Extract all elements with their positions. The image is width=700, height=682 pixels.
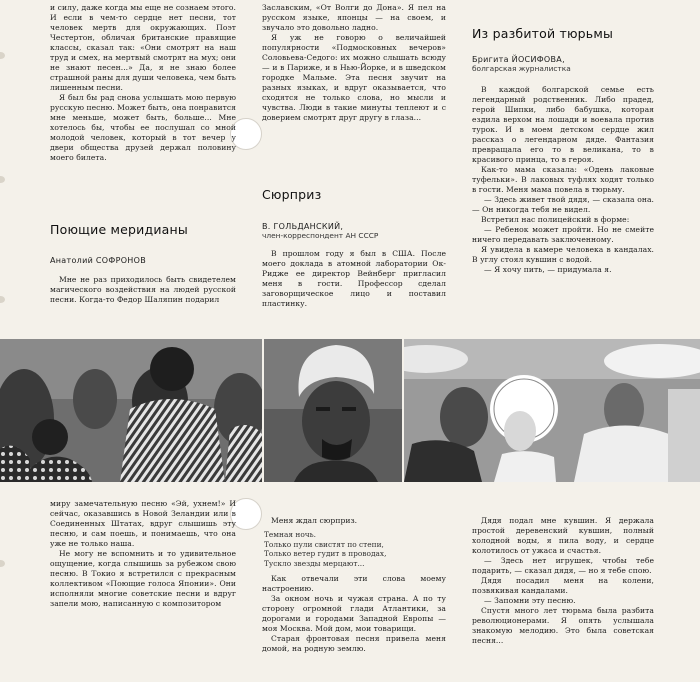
verse-line: Тускло звезды мерцают... — [264, 558, 365, 568]
text-paragraph: — Запомни эту песню. — [484, 596, 576, 606]
article-surprise — [262, 187, 446, 309]
verse-line: Только пули свистят по степи, — [264, 539, 384, 549]
text-paragraph: Заславским, «От Волги до Дона». Я пел на русском языке, японцы — на своем, и звучало это довольно ладно. — [262, 3, 446, 33]
column-2-top — [262, 3, 446, 123]
text-paragraph: Дядя посадил меня на колени, позвякивая кандалами. — [472, 576, 654, 596]
text-paragraph: — Здесь живет твой дядя, — сказала она. — Он никогда тебя не видел. — [472, 195, 654, 215]
song-verse — [262, 530, 446, 569]
photo-strip — [0, 339, 700, 482]
text-paragraph: — Я хочу пить, — придумала я. — [484, 265, 612, 275]
article-author-role: болгарская журналистка — [472, 64, 571, 73]
article-singing-meridians-continued — [50, 499, 236, 609]
text-paragraph: Я был бы рад снова услышать мою первую русскую песню. Может быть, она понравится мне меньше, может быть, больше... Мне хотелось бы, чтобы ее послушал со мной молодой человек, который в тот вечер у двери общества друзей держал половину моего билета. — [50, 93, 236, 163]
article-author: В. ГОЛЬДАНСКИЙ, — [262, 222, 344, 231]
text-paragraph: — Ребенок может пройти. Но не смейте ничего передавать заключенному. — [472, 225, 654, 245]
text-paragraph: Как отвечали эти слова моему настроению. — [262, 573, 446, 593]
binding-hole — [0, 52, 5, 59]
text-paragraph: миру замечательную песню «Эй, ухнем!» И сейчас, оказавшись в Новой Зеландии или в Соединенных Штатах, вдруг слышишь эту песню, и сам поешь, и понимаешь, что она уже не только наша. — [50, 499, 236, 549]
column-1-top — [50, 3, 236, 163]
text-paragraph: В прошлом году я был в США. После моего доклада в атомной лаборатории Ок-Ридже ее директор Вейнберг пригласил меня в гости. Профессор сделал заговорщическое лицо и поставил пластинку. — [262, 249, 446, 309]
text-paragraph: Как-то мама сказала: «Одень лаковые туфельки». В лаковых туфлях ходят только в гости. Меня мама повела в тюрьму. — [472, 165, 654, 195]
text-paragraph: Спустя много лет тюрьма была разбита революционерами. Я опять услышала знакомую мелодию. Это была советская песня... — [472, 606, 654, 646]
binding-hole — [0, 296, 5, 303]
article-from-broken-prison — [472, 26, 654, 275]
text-paragraph: Мне не раз приходилось быть свидетелем магического воздействия на людей русской песни. Когда-то Федор Шаляпин подарил — [50, 275, 236, 305]
text-paragraph: Встретил нас полицейский в форме: — [481, 215, 630, 225]
text-paragraph: Я уж не говорю о величайшей популярности «Подмосковных вечеров» Соловьева-Седого: их можно слышать всюду — и в Париже, и в Нью-Йорке, и в шведском городке Мальме. Эта песня звучит на разных языках, и вдруг оказывается, что сходятся не только слова, но мысли и чувства. Люди в такие минуты теплеют и с доверием смотрят друг другу в глаза... — [262, 33, 446, 123]
photo-african-ensemble — [0, 339, 262, 482]
text-paragraph: — Здесь нет игрушек, чтобы тебе подарить, — сказал дядя, — но я тебе спою. — [472, 556, 654, 576]
photo-mexican-dancers — [404, 339, 700, 482]
article-singing-meridians — [50, 222, 236, 305]
article-title: Поющие меридианы — [50, 222, 188, 237]
text-paragraph: Меня ждал сюрприз. — [271, 516, 358, 525]
article-author: Анатолий СОФРОНОВ — [50, 256, 147, 265]
verse-line: Темная ночь. — [264, 530, 317, 540]
article-from-broken-prison-continued — [472, 516, 654, 646]
text-paragraph: Я увидела в камере человека в кандалах. В углу стоял кувшин с водой. — [472, 245, 654, 265]
article-title: Сюрприз — [262, 187, 322, 202]
article-author: Бригита ЙОСИФОВА, — [472, 55, 565, 64]
article-author-role: член-корреспондент АН СССР — [262, 231, 379, 240]
binding-hole — [0, 176, 5, 183]
text-paragraph: Дядя подал мне кувшин. Я держала простой деревенский кувшин, полный холодной воды, я пила воду, и сердце колотилось от ужаса и счастья. — [472, 516, 654, 556]
text-paragraph: За окном ночь и чужая страна. А по ту сторону огромной глади Атлантики, за дорогами и городами Западной Европы — моя Москва. Мой дом, мои товарищи. — [262, 593, 446, 633]
article-surprise-continued — [262, 516, 446, 654]
text-paragraph: Старая фронтовая песня привела меня домой, на родную землю. — [262, 633, 446, 653]
photo-man-in-turban — [264, 339, 402, 482]
binding-hole — [0, 560, 5, 567]
verse-line: Только ветер гудит в проводах, — [264, 549, 387, 559]
text-paragraph: В каждой болгарской семье есть легендарный родственник. Либо прадед, герой Шипки, либо бабушка, которая ездила верхом на лошади и воевала против турок. И в моем детском сердце жил рассказ о легендарном дяде. Фантазия превращала его то в великана, то в красивого принца, то в героя. — [472, 85, 654, 165]
text-paragraph: Не могу не вспомнить и то удивительное ощущение, когда слышишь за рубежом свою песню. В Токио я встретился с прекрасным коллективом «Поющие голоса Японии». Они исполняли многие советские песни и вдруг запели мою, написанную с композитором — [50, 549, 236, 609]
article-title: Из разбитой тюрьмы — [472, 26, 614, 41]
text-paragraph: и силу, даже когда мы еще не сознаем этого. И если в чем-то сердце нет песни, тот человек мертв для окружающих. Поэт Честертон, обличая британские правящие классы, сказал так: «Они смотрят на наш труд и смех, на мертвый смотрят на мух; они не знают песен...» Да, я не знаю более страшной раны для души человека, чем быть лишенным песни. — [50, 3, 236, 93]
